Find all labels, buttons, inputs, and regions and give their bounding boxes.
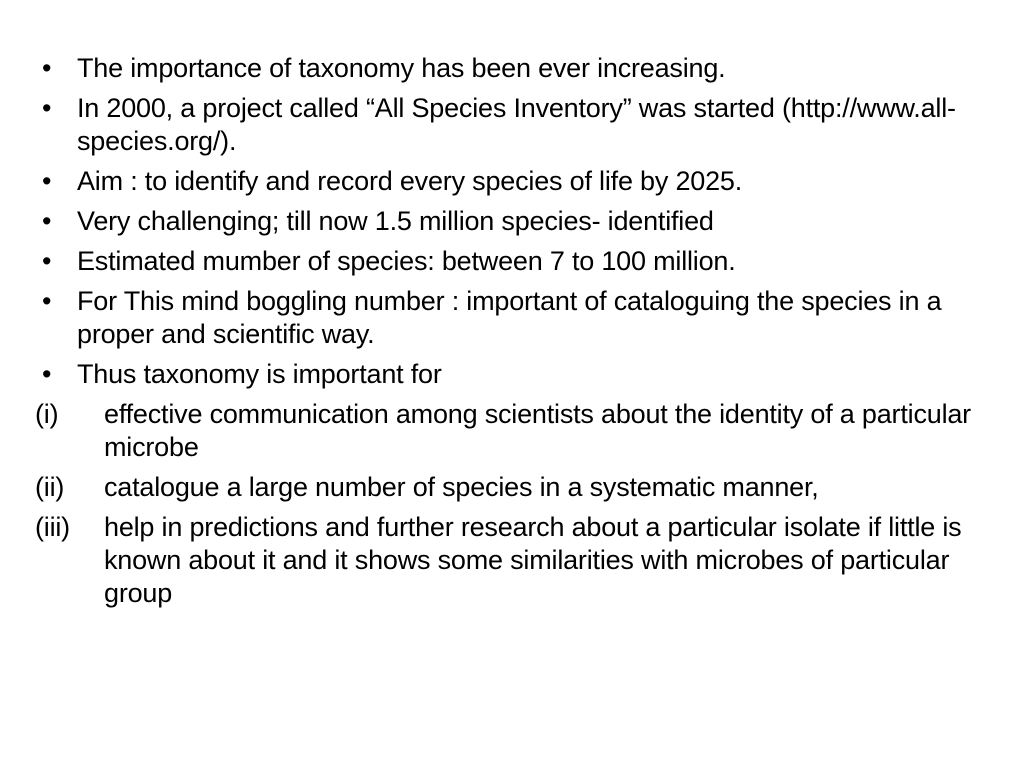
- bullet-marker: •: [42, 286, 52, 316]
- bullet-text: Aim : to identify and record every species of life by 2025.: [77, 166, 743, 196]
- bullet-item: [42, 245, 992, 278]
- numbered-text: catalogue a large number of species in a systematic manner,: [104, 472, 819, 502]
- bullet-marker: •: [42, 93, 52, 123]
- bullet-marker: •: [42, 53, 52, 83]
- bullet-text: In 2000, a project called “All Species Inventory” was started (http://www.all-species.org/).: [77, 93, 956, 156]
- bullet-text: The importance of taxonomy has been ever increasing.: [77, 53, 726, 83]
- bullet-item: [42, 165, 992, 198]
- bullet-text: For This mind boggling number : important of cataloguing the species in a proper and scientific way.: [77, 286, 942, 349]
- bullet-item: [42, 92, 992, 158]
- bullet-item: [42, 205, 992, 238]
- bullet-text: Very challenging; till now 1.5 million species- identified: [77, 206, 714, 236]
- numbered-label: (i): [35, 399, 59, 429]
- numbered-text: effective communication among scientists about the identity of a particular microbe: [104, 399, 971, 462]
- bullet-item: [42, 52, 992, 85]
- bullet-text: Thus taxonomy is important for: [77, 359, 442, 389]
- numbered-item: [35, 398, 992, 464]
- bullet-item: [42, 285, 992, 351]
- numbered-text: help in predictions and further research about a particular isolate if little is known about it and it shows some similarities with microbes of particular group: [104, 512, 962, 608]
- numbered-item: [35, 511, 992, 610]
- bullet-item: [42, 358, 992, 391]
- numbered-label: (ii): [35, 472, 65, 502]
- bullet-marker: •: [42, 166, 52, 196]
- numbered-item: [35, 471, 992, 504]
- bullet-marker: •: [42, 359, 52, 389]
- numbered-label: (iii): [35, 512, 70, 542]
- slide-content: [35, 52, 992, 617]
- bullet-text: Estimated mumber of species: between 7 to 100 million.: [77, 246, 736, 276]
- bullet-marker: •: [42, 206, 52, 236]
- bullet-marker: •: [42, 246, 52, 276]
